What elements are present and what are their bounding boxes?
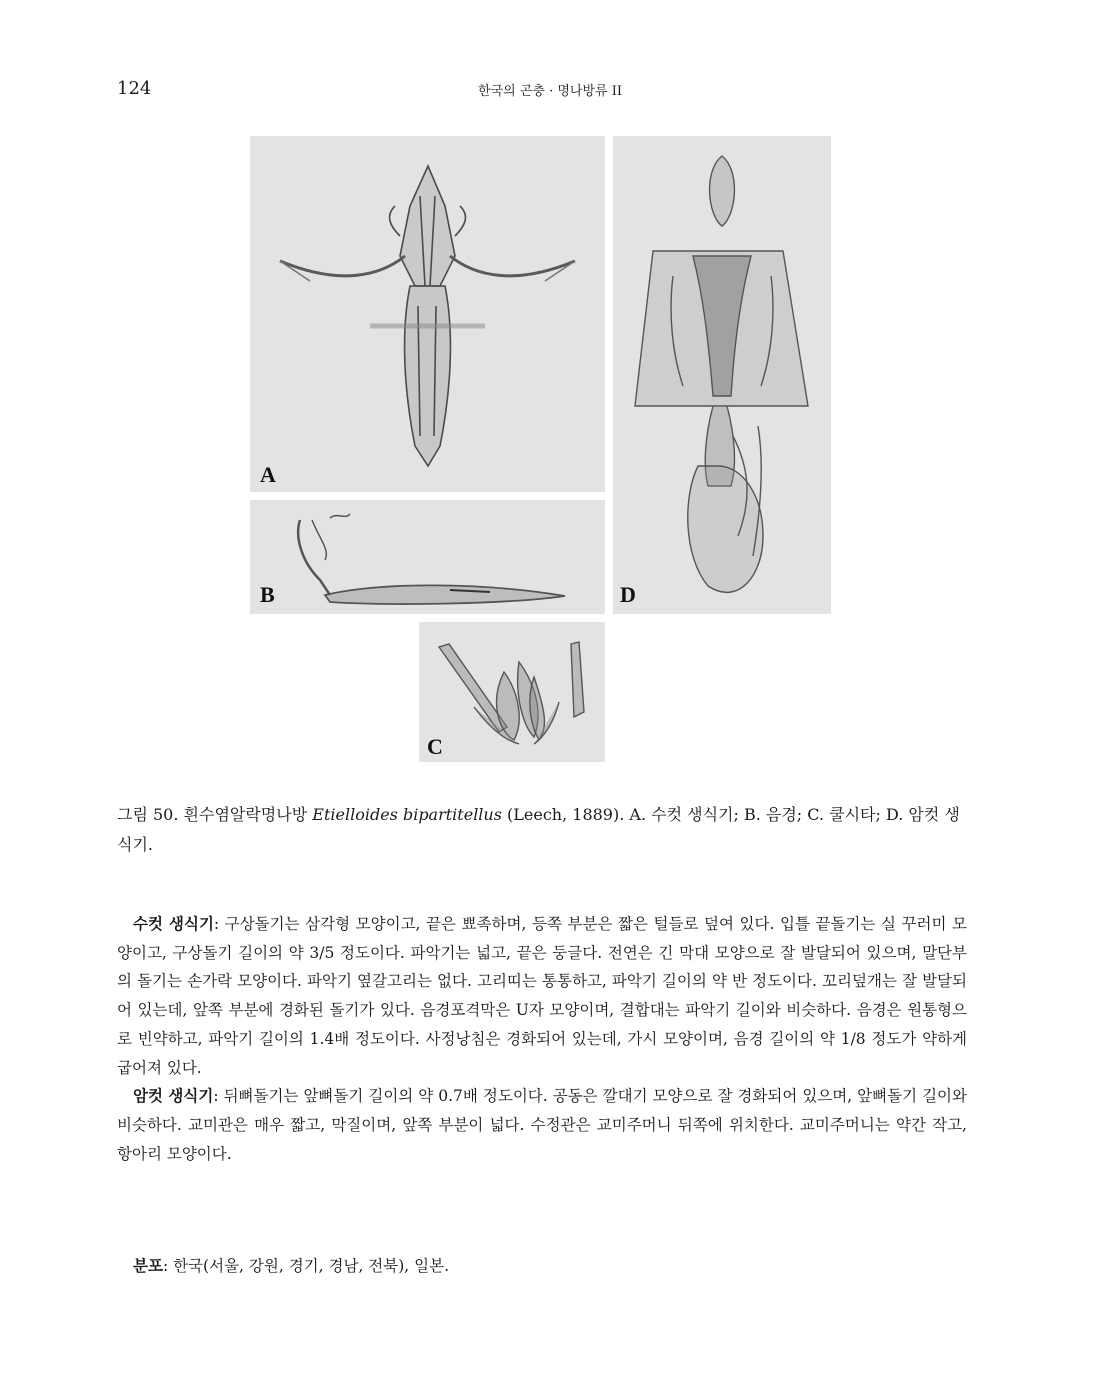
description-body: [117, 910, 967, 1168]
caption-species: Etielloides bipartitellus: [312, 805, 502, 824]
distribution-text: : 한국(서울, 강원, 경기, 경남, 전북), 일본.: [162, 1257, 450, 1275]
figure-caption: [117, 800, 967, 860]
figure-panel-b: [250, 500, 605, 614]
caption-suffix: (Leech, 1889). A. 수컷 생식기; B. 음경; C. 쿨시타; D. 암컷 생식기.: [117, 805, 960, 854]
figure-panel-d: [613, 136, 831, 614]
aedeagus-image: [250, 500, 605, 614]
female-text: : 뒤뼈돌기는 앞뼈돌기 길이의 약 0.7배 정도이다. 공동은 깔대기 모양으로 잘 경화되어 있으며, 앞뼈돌기 길이와 비슷하다. 교미관은 매우 짧고, 막질이며, 앞쪽 부분이 넓다. 수정관은 교미주머니 뒤쪽에 위치한다. 교미주머니는 약간 작고, 항아리 모양이다.: [117, 1087, 967, 1163]
male-genitalia-image: [250, 136, 605, 492]
male-genitalia-paragraph: [117, 910, 967, 1082]
female-heading: 암컷 생식기: [133, 1086, 214, 1106]
figure-panel-a: [250, 136, 605, 492]
distribution-paragraph: [133, 1252, 983, 1280]
panel-label-b: B: [260, 582, 275, 607]
panel-label-c: C: [427, 734, 443, 759]
panel-label-d: D: [620, 582, 636, 607]
distribution-heading: 분포: [133, 1256, 163, 1275]
running-title: 한국의 곤충 · 명나방류 II: [478, 84, 622, 99]
page-number: 124: [117, 78, 152, 99]
male-heading: 수컷 생식기: [133, 914, 214, 933]
juxta-image: [419, 622, 605, 762]
figure-panel-c: [419, 622, 605, 762]
female-genitalia-paragraph: [117, 1082, 967, 1168]
caption-prefix: 그림 50. 흰수염알락명나방: [117, 805, 313, 824]
female-genitalia-image: [613, 136, 831, 614]
male-text: : 구상돌기는 삼각형 모양이고, 끝은 뾰족하며, 등쪽 부분은 짧은 털들로 덮여 있다. 입틀 끝돌기는 실 꾸러미 모양이고, 구상돌기 길이의 약 3/5 정도이다. 파악기는 넓고, 끝은 둥글다. 전연은 긴 막대 모양으로 잘 발달되어 있으며, 말단부의 돌기는 손가락 모양이다. 파악기 옆갈고리는 없다. 고리띠는 통통하고, 파악기 길이의 약 반 정도이다. 꼬리덮개는 잘 발달되어 있는데, 앞쪽 부분에 경화된 돌기가 있다. 음경포격막은 U자 모양이며, 결합대는 파악기 길이와 비슷하다. 음경은 원통형으로 빈약하고, 파악기 길이의 1.4배 정도이다. 사정낭침은 경화되어 있는데, 가시 모양이며, 음경 길이의 약 1/8 정도가 약하게 굽어져 있다.: [117, 915, 967, 1077]
panel-label-a: A: [260, 462, 276, 487]
